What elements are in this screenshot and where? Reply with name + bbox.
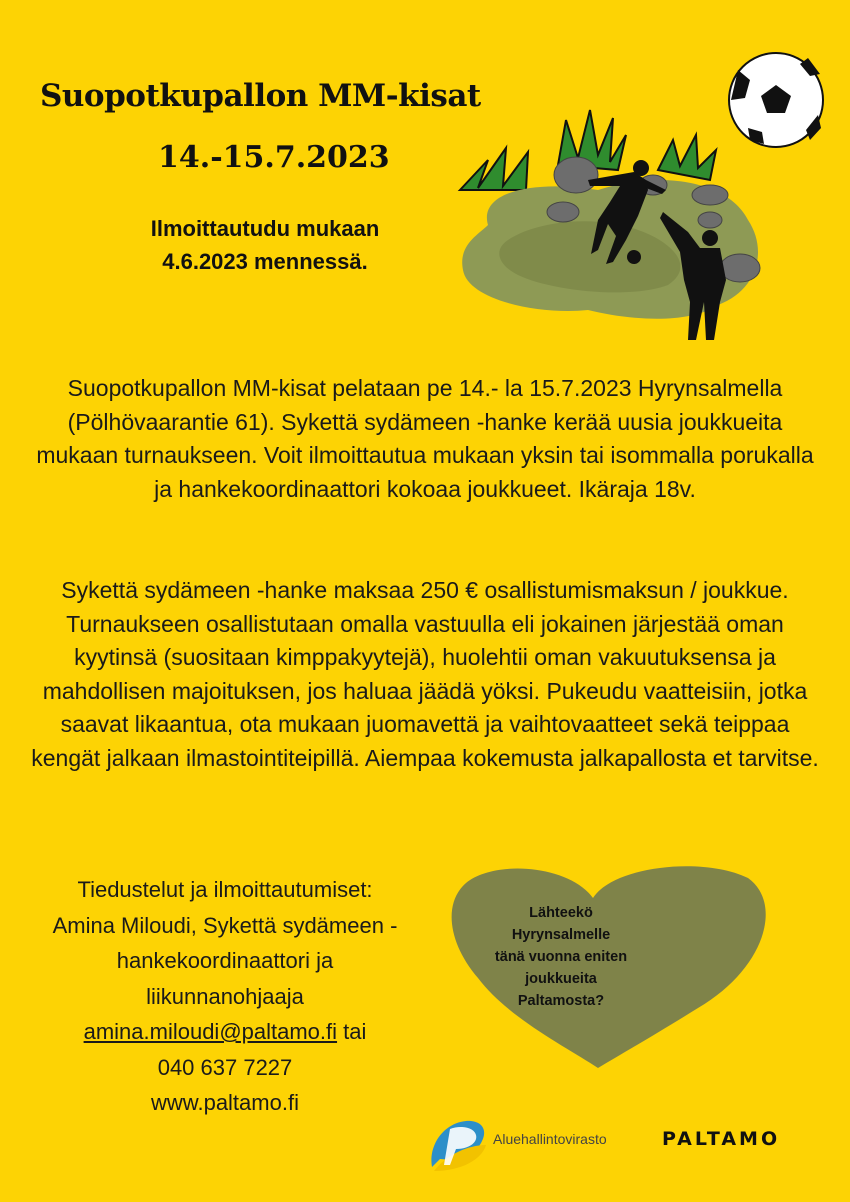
contact-line-1: Tiedustelut ja ilmoittautumiset: (77, 877, 373, 902)
aluehallintovirasto-text: Aluehallintovirasto (493, 1131, 607, 1147)
description-paragraph-1: Suopotkupallon MM-kisat pelataan pe 14.- la 15.7.2023 Hyrynsalmella (Pölhövaarantie 61). Sykettä sydämeen -hanke kerää uusia joukkueita mukaan turnaukseen. Voit ilmoittautua mukaan yksin tai isommalla porukalla ja hankekoordinaattori kokoaa joukkueet. Ikäraja 18v. (36, 375, 814, 502)
contact-line-4: liikunnanohjaaja (146, 983, 304, 1009)
contact-website[interactable]: www.paltamo.fi (151, 1090, 299, 1115)
paltamo-logo: PALTAMO (662, 1128, 781, 1150)
contact-phone: 040 637 7227 (157, 1054, 293, 1080)
swamp-football-illustration (448, 40, 838, 350)
contact-line-3: hankekoordinaattori ja (116, 948, 334, 973)
page-title: Suopotkupallon MM-kisat (40, 78, 481, 114)
description-paragraph-2: Sykettä sydämeen -hanke maksaa 250 € osallistumismaksun / joukkue. Turnaukseen osallistutaan omalla vastuulla eli jokainen järjestää oman kyytinsä (suositaan kimppakyytejä), huolehtii oman vakuutuksensa ja mahdollisen majoituksen, jos haluaa jäädä yöksi. Pukeudu vaatteisiin, jotka saavat likaantua, ota mukaan juomavettä ja vaihtovaatteet sekä teippaa kengät jalkaan ilmastointiteipillä. Aiempaa kokemusta jalkapallosta et tarvitse. (31, 577, 819, 771)
contact-info (20, 872, 430, 1121)
contact-email-row (20, 1014, 430, 1050)
heart-line-4: Paltamosta? (517, 993, 605, 1009)
soccer-ball-icon (729, 53, 823, 147)
heart-message (478, 902, 644, 1012)
email-suffix: tai (337, 1019, 367, 1044)
heart-line-1: Lähteekö Hyrynsalmelle (511, 905, 611, 943)
heart-line-2: tänä vuonna eniten (494, 949, 628, 965)
contact-line-2: Amina Miloudi, Sykettä sydämeen - (52, 912, 398, 938)
registration-deadline (100, 212, 430, 278)
event-date: 14.-15.7.2023 (158, 140, 390, 175)
aluehallintovirasto-logo-icon (426, 1115, 490, 1175)
deadline-line-2: 4.6.2023 mennessä. (162, 249, 368, 274)
deadline-line-1: Ilmoittautudu mukaan (150, 216, 380, 241)
email-link[interactable]: amina.miloudi@paltamo.fi (83, 1019, 338, 1044)
heart-line-3: joukkueita (525, 971, 597, 987)
